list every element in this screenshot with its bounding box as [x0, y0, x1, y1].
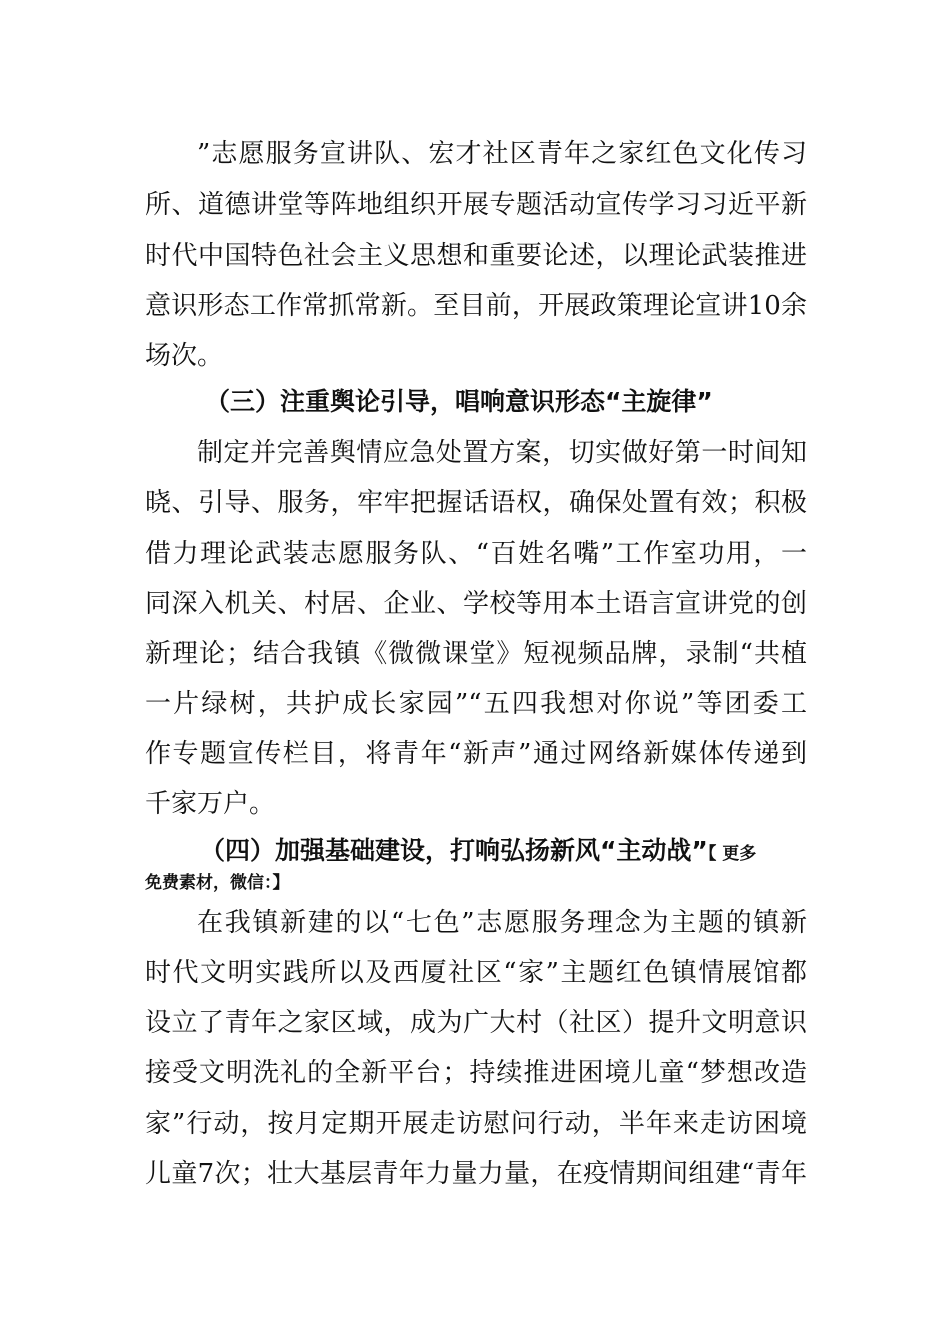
paragraph-line: 作专题宣传栏目，将青年“新声”通过网络新媒体传递到 [145, 739, 807, 769]
paragraph-line: 意识形态工作常抓常新。至目前，开展政策理论宣讲10余 [145, 291, 807, 321]
paragraph-line: 千家万户。 [145, 789, 276, 819]
paragraph-line: 设立了青年之家区域，成为广大村（社区）提升文明意识 [145, 1008, 807, 1038]
paragraph-line: 场次。 [145, 341, 224, 371]
paragraph-line: ”志愿服务宣讲队、宏才社区青年之家红色文化传习 [197, 139, 807, 169]
section-heading [200, 831, 756, 871]
paragraph-line: 同深入机关、村居、企业、学校等用本土语言宣讲党的创 [145, 589, 807, 619]
paragraph-line: 晓、引导、服务，牢牢把握话语权，确保处置有效；积极 [145, 488, 807, 518]
paragraph-line: 新理论；结合我镇《微微课堂》短视频品牌，录制“共植 [145, 639, 807, 669]
paragraph-line: 时代文明实践所以及西厦社区“家”主题红色镇情展馆都 [145, 958, 807, 988]
section-heading: （三）注重舆论引导，唱响意识形态“主旋律” [205, 387, 713, 416]
paragraph-line: 在我镇新建的以“七色”志愿服务理念为主题的镇新 [197, 908, 807, 938]
paragraph-line: 儿童7次；壮大基层青年力量力量，在疫情期间组建“青年 [145, 1159, 807, 1189]
paragraph-line: 借力理论武装志愿服务队、“百姓名嘴”工作室功用，一 [145, 539, 807, 569]
section-heading-text: （四）加强基础建设，打响弘扬新风“主动战” [200, 836, 708, 865]
promo-note: 【 更多 [707, 844, 757, 864]
paragraph-line: 家”行动，按月定期开展走访慰问行动，半年来走访困境 [145, 1109, 807, 1139]
paragraph-line: 所、道德讲堂等阵地组织开展专题活动宣传学习习近平新 [145, 190, 807, 220]
paragraph-line: 一片绿树，共护成长家园”“五四我想对你说”等团委工 [145, 689, 807, 719]
paragraph-line: 接受文明洗礼的全新平台；持续推进困境儿童“梦想改造 [145, 1058, 807, 1088]
paragraph-line: 制定并完善舆情应急处置方案，切实做好第一时间知 [197, 438, 807, 468]
paragraph-line: 时代中国特色社会主义思想和重要论述，以理论武装推进 [145, 241, 807, 271]
promo-note-continued: 免费素材，微信：】 [145, 873, 290, 893]
